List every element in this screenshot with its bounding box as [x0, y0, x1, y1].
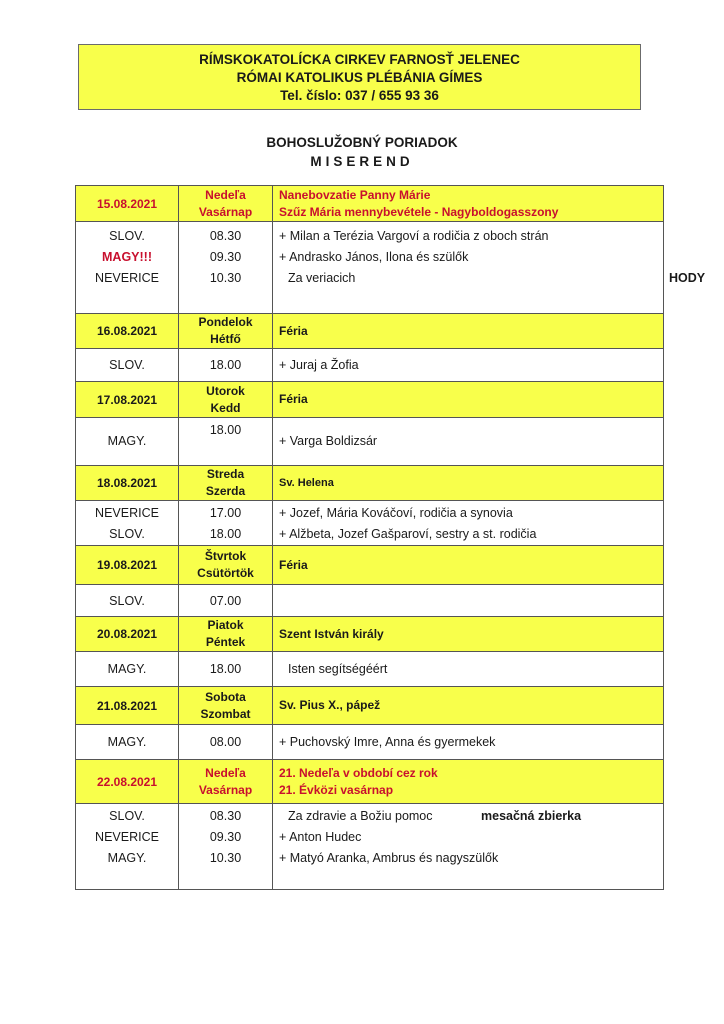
mass-time: 08.30	[209, 809, 242, 823]
feast: Szent István király	[273, 617, 664, 652]
day-name-sk: Pondelok	[198, 315, 253, 329]
mass-time-text: 18.00	[209, 423, 242, 437]
day-name-sk: Štvrtok	[204, 549, 247, 563]
mass-time: 17.00	[209, 506, 242, 520]
mass-time: 07.00	[179, 585, 273, 617]
mass-place: MAGY!!!	[102, 250, 152, 264]
feast: Féria	[273, 382, 664, 418]
day-name-hu: Szerda	[205, 484, 246, 498]
parish-header	[78, 44, 641, 110]
feast: Féria	[273, 546, 664, 585]
mass-intention-text: + Varga Boldizsár	[279, 434, 378, 448]
mass-place: SLOV.	[76, 349, 179, 382]
day-row	[76, 186, 664, 222]
feast: Sv. Helena	[273, 466, 664, 501]
mass-time: 10.30	[209, 851, 242, 865]
mass-intention: + Juraj a Žofia	[273, 349, 664, 382]
day-date: 16.08.2021	[76, 314, 179, 349]
mass-place: MAGY.	[76, 652, 179, 687]
mass-time: 08.00	[179, 725, 273, 760]
mass-place	[76, 418, 179, 466]
day-row	[76, 687, 664, 725]
feast	[273, 186, 664, 222]
mass-intention: + Andrasko János, Ilona és szülők	[279, 250, 469, 264]
mass-place: SLOV.	[109, 229, 145, 243]
day-name-hu: Szombat	[200, 706, 251, 721]
day-name-hu: Péntek	[205, 635, 246, 649]
day-name	[179, 466, 273, 501]
mass-places	[76, 501, 179, 546]
mass-row	[76, 501, 664, 546]
mass-intention: + Milan a Terézia Vargoví a rodičia z oboch strán	[279, 229, 549, 243]
mass-row	[76, 222, 664, 314]
mass-note: mesačná zbierka	[481, 809, 582, 823]
feast-sk: 21. Nedeľa v období cez rok	[279, 765, 438, 780]
day-name	[179, 314, 273, 349]
mass-times	[179, 501, 273, 546]
day-date: 18.08.2021	[76, 466, 179, 501]
mass-places	[76, 222, 179, 314]
day-name-sk: Sobota	[205, 689, 246, 704]
day-name-sk: Nedeľa	[205, 187, 246, 202]
mass-place: SLOV.	[109, 809, 145, 823]
mass-place: NEVERICE	[95, 506, 159, 520]
day-name	[179, 687, 273, 725]
mass-time: 18.00	[179, 652, 273, 687]
day-name-sk: Nedeľa	[205, 765, 246, 780]
mass-intention: Isten segítségéért	[273, 652, 664, 687]
mass-time	[179, 418, 273, 466]
mass-intention-row	[279, 806, 663, 827]
day-row	[76, 382, 664, 418]
day-name-hu: Kedd	[210, 400, 241, 415]
mass-row	[76, 804, 664, 890]
mass-place: MAGY.	[76, 725, 179, 760]
mass-time: 09.30	[209, 250, 242, 264]
day-name-sk: Utorok	[206, 383, 245, 398]
mass-times	[179, 804, 273, 890]
feast	[273, 760, 664, 804]
mass-intentions	[273, 804, 664, 890]
mass-time: 10.30	[209, 271, 242, 285]
mass-note: HODY	[669, 271, 706, 285]
feast: Féria	[273, 314, 664, 349]
mass-place: NEVERICE	[95, 271, 159, 285]
day-name	[179, 382, 273, 418]
day-row	[76, 760, 664, 804]
mass-place: SLOV.	[76, 585, 179, 617]
parish-name-sk: RÍMSKOKATOLÍCKA CIRKEV FARNOSŤ JELENEC	[199, 52, 520, 67]
day-date: 22.08.2021	[76, 760, 179, 804]
mass-row	[76, 725, 664, 760]
mass-intention: Za zdravie a Božiu pomoc	[288, 809, 433, 823]
day-row	[76, 546, 664, 585]
day-name-hu: Csütörtök	[197, 566, 254, 580]
mass-time: 09.30	[209, 830, 242, 844]
day-name	[179, 617, 273, 652]
mass-intention	[273, 585, 664, 617]
day-date: 17.08.2021	[76, 382, 179, 418]
day-date: 19.08.2021	[76, 546, 179, 585]
mass-place: SLOV.	[109, 527, 145, 541]
feast-hu: 21. Évközi vasárnap	[279, 782, 394, 797]
mass-time: 18.00	[209, 527, 242, 541]
day-row	[76, 617, 664, 652]
feast-sk: Nanebovzatie Panny Márie	[279, 187, 431, 202]
mass-intention-row	[279, 268, 706, 289]
feast-hu: Szűz Mária mennybevétele - Nagyboldogasszony	[279, 204, 559, 219]
day-row	[76, 314, 664, 349]
mass-intention: Za veriacich	[288, 271, 356, 285]
day-date: 21.08.2021	[76, 687, 179, 725]
day-name-sk: Streda	[206, 467, 245, 481]
day-name	[179, 186, 273, 222]
schedule-title: BOHOSLUŽOBNÝ PORIADOK	[266, 135, 458, 150]
feast: Sv. Pius X., pápež	[273, 687, 664, 725]
day-name-hu: Vasárnap	[198, 204, 253, 219]
day-name	[179, 760, 273, 804]
mass-intentions	[273, 222, 706, 314]
day-name-sk: Piatok	[207, 618, 244, 632]
day-date: 20.08.2021	[76, 617, 179, 652]
parish-phone: Tel. číslo: 037 / 655 93 36	[280, 88, 439, 103]
mass-places	[76, 804, 179, 890]
mass-time: 18.00	[179, 349, 273, 382]
mass-intention: + Anton Hudec	[279, 830, 362, 844]
day-name-hu: Hétfő	[210, 332, 241, 346]
mass-place-text: MAGY.	[107, 434, 147, 448]
mass-row	[76, 585, 664, 617]
day-name	[179, 546, 273, 585]
schedule-subtitle: MISEREND	[310, 154, 414, 169]
mass-intention: + Matyó Aranka, Ambrus és nagyszülők	[279, 851, 499, 865]
mass-intention: + Puchovský Imre, Anna és gyermekek	[273, 725, 664, 760]
day-row	[76, 466, 664, 501]
day-name-hu: Vasárnap	[198, 782, 253, 797]
mass-times	[179, 222, 273, 314]
mass-intention: + Jozef, Mária Kováčoví, rodičia a synovia	[279, 506, 513, 520]
parish-name-hu: RÓMAI KATOLIKUS PLÉBÁNIA GÍMES	[236, 70, 483, 85]
day-date: 15.08.2021	[76, 186, 179, 222]
mass-intentions	[273, 501, 664, 546]
mass-place: MAGY.	[107, 851, 147, 865]
mass-row	[76, 349, 664, 382]
mass-place: NEVERICE	[95, 830, 159, 844]
mass-row	[76, 418, 664, 466]
mass-intention	[273, 418, 664, 466]
mass-row	[76, 652, 664, 687]
mass-schedule-table	[75, 185, 706, 890]
mass-time: 08.30	[209, 229, 242, 243]
mass-intention: + Alžbeta, Jozef Gašparoví, sestry a st. rodičia	[279, 527, 537, 541]
